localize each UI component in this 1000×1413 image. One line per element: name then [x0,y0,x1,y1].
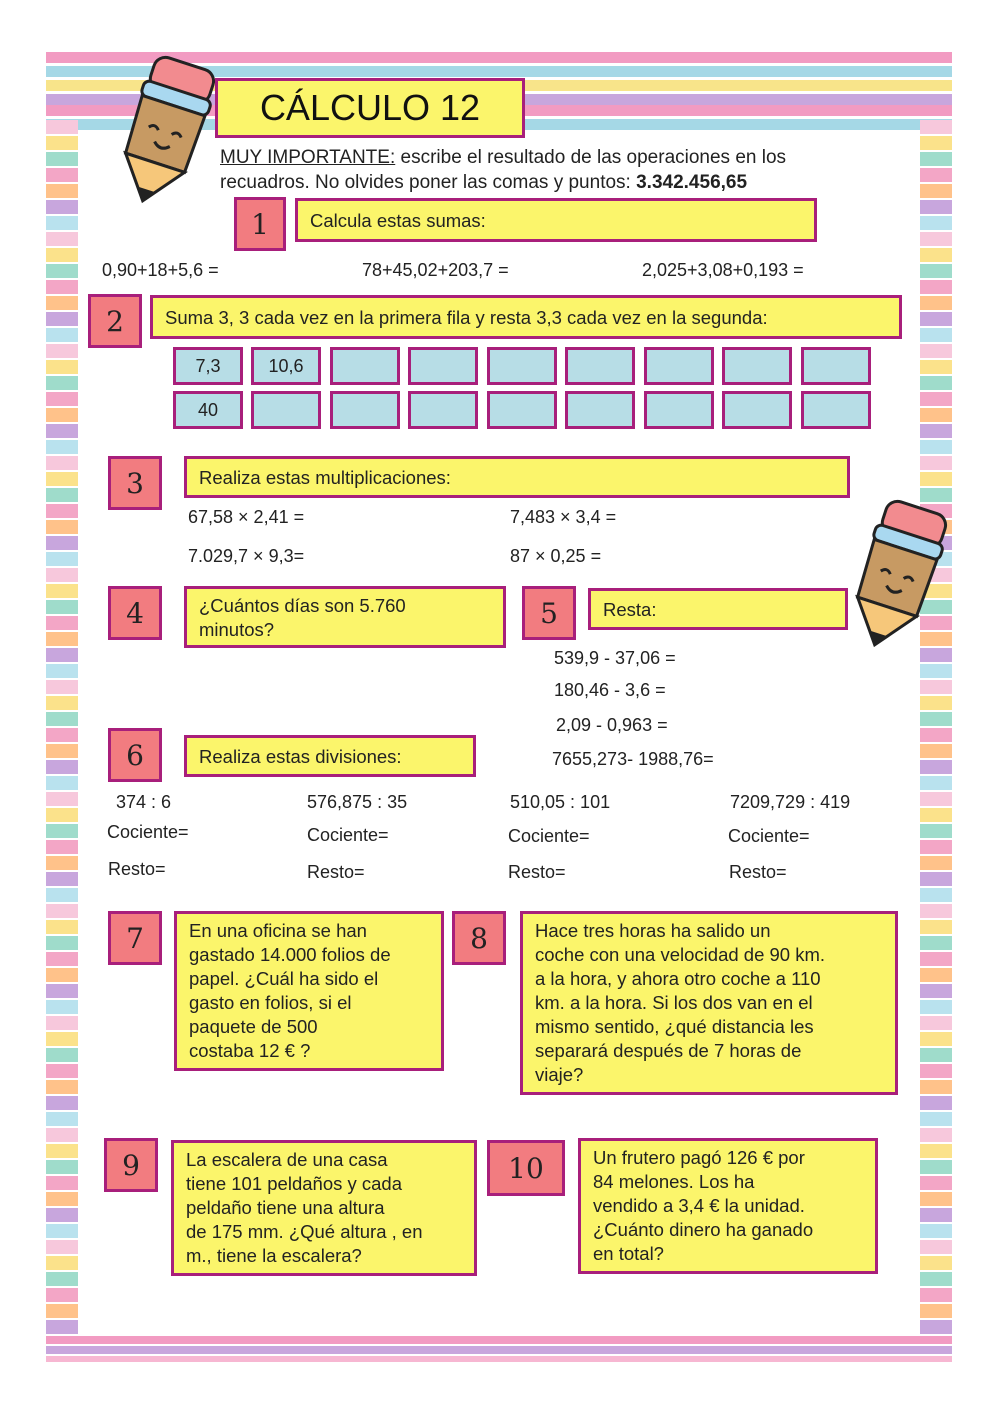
problem-line: mismo sentido, ¿qué distancia les [535,1016,814,1037]
multiplication-operation: 67,58 × 2,41 = [188,507,305,527]
problem-line: peldaño tiene una altura [186,1197,385,1218]
division-operation: 576,875 : 35 [307,792,408,812]
problem-line: km. a la hora. Si los dos van en el [535,992,813,1013]
problem-line: en total? [593,1243,664,1264]
remainder-label: Resto= [307,862,365,882]
sum-operation: 2,025+3,08+0,193 = [642,260,804,280]
division-operation: 7209,729 : 419 [730,792,851,812]
pencil-character-icon [836,496,956,656]
problem-line: costaba 12 € ? [189,1040,311,1061]
problem-line: coche con una velocidad de 90 km. [535,944,826,965]
multiplication-operation: 7,483 × 3,4 = [510,507,617,527]
exercise-4-problem [184,586,506,648]
problem-line: m., tiene la escalera? [186,1245,362,1266]
exercise-number-2: 2 [88,294,142,348]
answer-cell[interactable] [487,391,557,429]
answer-cell[interactable] [330,347,400,385]
pencil-character-icon [104,52,224,212]
exercise-number-10: 10 [487,1140,565,1196]
problem-line: La escalera de una casa [186,1149,388,1170]
problem-line: vendido a 3,4 € la unidad. [593,1195,805,1216]
answer-cell[interactable]: 10,6 [251,347,321,385]
exercise-5-heading: Resta: [588,588,848,630]
problem-line: separará después de 7 horas de [535,1040,802,1061]
answer-cell[interactable] [644,391,714,429]
problem-line: minutos? [199,619,275,640]
exercise-6-heading: Realiza estas divisiones: [184,735,476,777]
answer-cell[interactable]: 7,3 [173,347,243,385]
answer-cell[interactable]: 40 [173,391,243,429]
division-operation: 510,05 : 101 [510,792,611,812]
problem-line: ¿Cuántos días son 5.760 [199,595,406,616]
problem-line: papel. ¿Cuál ha sido el [189,968,379,989]
exercise-number-5: 5 [522,586,576,640]
exercise-number-4: 4 [108,586,162,640]
exercise-number-7: 7 [108,911,162,965]
quotient-label: Cociente= [508,826,590,846]
subtraction-operation: 180,46 - 3,6 = [554,680,666,700]
remainder-label: Resto= [108,859,166,879]
problem-line: gastado 14.000 folios de [189,944,391,965]
important-label: MUY IMPORTANTE: [220,147,396,168]
exercise-7-problem [174,911,444,1071]
quotient-label: Cociente= [107,822,189,842]
problem-line: de 175 mm. ¿Qué altura , en [186,1221,423,1242]
exercise-number-3: 3 [108,456,162,510]
striped-border-right [920,120,952,1340]
exercise-number-8: 8 [452,911,506,965]
problem-line: gasto en folios, si el [189,992,352,1013]
instructions-line-2 [220,172,747,194]
subtraction-operation: 539,9 - 37,06 = [554,648,676,668]
instructions-text: escribe el resultado de las operaciones en los [395,147,787,168]
answer-cell[interactable] [330,391,400,429]
exercise-9-problem [171,1140,477,1276]
number-example: 3.342.456,65 [636,172,748,193]
exercise-8-problem [520,911,898,1095]
answer-cell[interactable] [408,391,478,429]
problem-line: tiene 101 peldaños y cada [186,1173,403,1194]
answer-cell[interactable] [408,347,478,385]
problem-line: Hace tres horas ha salido un [535,920,771,941]
answer-cell[interactable] [722,347,792,385]
answer-cell[interactable] [487,347,557,385]
instructions-line-1 [220,147,786,169]
instructions-text: recuadros. No olvides poner las comas y puntos: [220,172,637,193]
page-title: CÁLCULO 12 [215,78,525,138]
problem-line: a la hora, y ahora otro coche a 110 [535,968,821,989]
sum-operation: 0,90+18+5,6 = [102,260,219,280]
exercise-1-heading: Calcula estas sumas: [295,198,817,242]
exercise-number-1: 1 [234,197,286,251]
sum-operation: 78+45,02+203,7 = [362,260,509,280]
multiplication-operation: 87 × 0,25 = [510,546,602,566]
remainder-label: Resto= [729,862,787,882]
quotient-label: Cociente= [307,825,389,845]
problem-line: Un frutero pagó 126 € por [593,1147,805,1168]
answer-cell[interactable] [801,347,871,385]
remainder-label: Resto= [508,862,566,882]
answer-cell[interactable] [565,391,635,429]
problem-line: En una oficina se han [189,920,367,941]
subtraction-operation: 2,09 - 0,963 = [556,715,668,735]
multiplication-operation: 7.029,7 × 9,3= [188,546,305,566]
problem-line: viaje? [535,1064,584,1085]
exercise-number-6: 6 [108,728,162,782]
subtraction-operation: 7655,273- 1988,76= [552,749,714,769]
striped-border-left [46,120,78,1340]
problem-line: 84 melones. Los ha [593,1171,755,1192]
answer-cell[interactable] [565,347,635,385]
exercise-10-problem [578,1138,878,1274]
answer-cell[interactable] [801,391,871,429]
striped-border-bottom [46,1336,952,1362]
problem-line: ¿Cuánto dinero ha ganado [593,1219,814,1240]
exercise-3-heading: Realiza estas multiplicaciones: [184,456,850,498]
answer-cell[interactable] [251,391,321,429]
answer-cell[interactable] [722,391,792,429]
exercise-2-heading: Suma 3, 3 cada vez en la primera fila y resta 3,3 cada vez en la segunda: [150,295,902,339]
problem-line: paquete de 500 [189,1016,318,1037]
answer-cell[interactable] [644,347,714,385]
exercise-number-9: 9 [104,1138,158,1192]
quotient-label: Cociente= [728,826,810,846]
division-operation: 374 : 6 [116,792,172,812]
